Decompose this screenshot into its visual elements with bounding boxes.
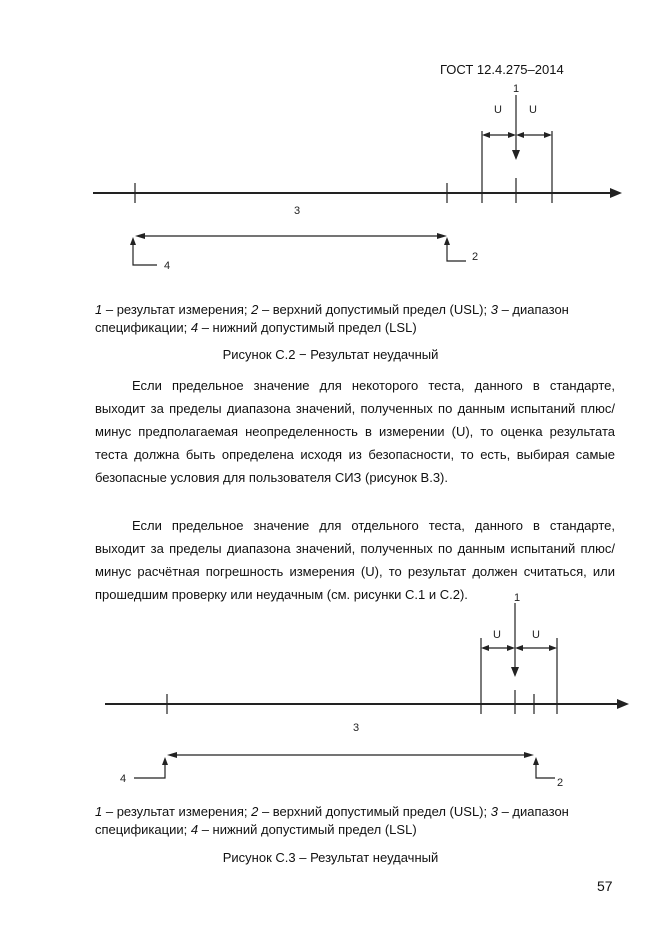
legend-num-1: 1: [95, 302, 103, 317]
label-3: 3: [352, 722, 360, 734]
u-center-right-arrowhead: [515, 645, 523, 651]
document-standard-number: ГОСТ 12.4.275–2014: [440, 62, 564, 77]
figure-c2-title: Рисунок С.2 − Результат неудачный: [222, 347, 439, 362]
legend-text-2: – верхний допустимый предел (USL);: [258, 804, 491, 819]
usl-leader: [447, 240, 466, 261]
paragraph-1: Если предельное значение для некоторого теста, данного в стандарте, выходит за пределы диапазона значений, полученных по данным испытаний плюс/минус предполагаемая неопределенность в измерении (U), то оценка результата теста должна быть определена исходя из безопасности, то есть, выбирая самые безопасные условия для пользователя СИЗ (рисунок В.3).: [95, 378, 615, 485]
label-1: 1: [513, 592, 521, 604]
u-right-arrowhead: [549, 645, 557, 651]
spec-left-arrowhead: [135, 233, 145, 239]
axis-arrowhead: [610, 188, 622, 198]
paragraph-2: Если предельное значение для отдельного теста, данного в стандарте, выходит за пределы диапазона значений, полученных по данным испытаний плюс/минус расчётная погрешность измерения (U), то результат должен считаться, или прошедшим проверку или неудачным (см. рисунки С.1 и С.2).: [95, 518, 615, 602]
spec-right-arrowhead: [524, 752, 534, 758]
label-3: 3: [293, 205, 301, 217]
legend-num-2: 2: [251, 804, 259, 819]
legend-text-4: – нижний допустимый предел (LSL): [198, 822, 417, 837]
figure-c2-diagram: [0, 70, 661, 280]
axis-arrowhead: [617, 699, 629, 709]
legend-num-1: 1: [95, 804, 103, 819]
lsl-leader-arrowhead: [130, 237, 136, 245]
spec-left-arrowhead: [167, 752, 177, 758]
figure-c3-diagram: [0, 585, 661, 795]
label-u-left: U: [494, 104, 502, 116]
page-number: 57: [597, 878, 613, 894]
result-arrowhead: [512, 150, 520, 160]
u-left-arrowhead: [482, 132, 490, 138]
legend-text-2: – верхний допустимый предел (USL);: [258, 302, 491, 317]
legend-text-1: – результат измерения;: [102, 302, 252, 317]
label-1: 1: [512, 83, 520, 95]
legend-num-3: 3: [490, 302, 498, 317]
lsl-leader: [134, 760, 165, 778]
legend-num-3: 3: [490, 804, 498, 819]
spec-right-arrowhead: [437, 233, 447, 239]
figure-c3-legend: [95, 803, 615, 839]
usl-leader: [536, 760, 555, 778]
usl-leader-arrowhead: [444, 237, 450, 245]
label-4: 4: [164, 260, 171, 272]
label-u-right: U: [529, 104, 537, 116]
u-center-right-arrowhead: [516, 132, 524, 138]
u-center-left-arrowhead: [508, 132, 516, 138]
lsl-leader: [133, 240, 157, 265]
usl-leader-arrowhead: [533, 757, 539, 765]
result-arrowhead: [511, 667, 519, 677]
u-left-arrowhead: [481, 645, 489, 651]
legend-num-4: 4: [190, 822, 199, 837]
legend-num-4: 4: [190, 320, 199, 335]
legend-text-4: – нижний допустимый предел (LSL): [198, 320, 417, 335]
label-u-right: U: [532, 629, 540, 641]
legend-num-2: 2: [251, 302, 259, 317]
u-center-left-arrowhead: [507, 645, 515, 651]
label-u-left: U: [493, 629, 501, 641]
figure-c2-legend: [95, 301, 615, 337]
legend-text-1: – результат измерения;: [102, 804, 252, 819]
legend-text-3: – диапазон спецификации;: [95, 302, 569, 335]
lsl-leader-arrowhead: [162, 757, 168, 765]
label-2: 2: [557, 777, 564, 789]
figure-c3-title: Рисунок С.3 – Результат неудачный: [222, 850, 439, 865]
legend-text-3: – диапазон спецификации;: [95, 804, 569, 837]
u-right-arrowhead: [544, 132, 552, 138]
label-4: 4: [120, 773, 127, 785]
label-2: 2: [472, 251, 479, 263]
